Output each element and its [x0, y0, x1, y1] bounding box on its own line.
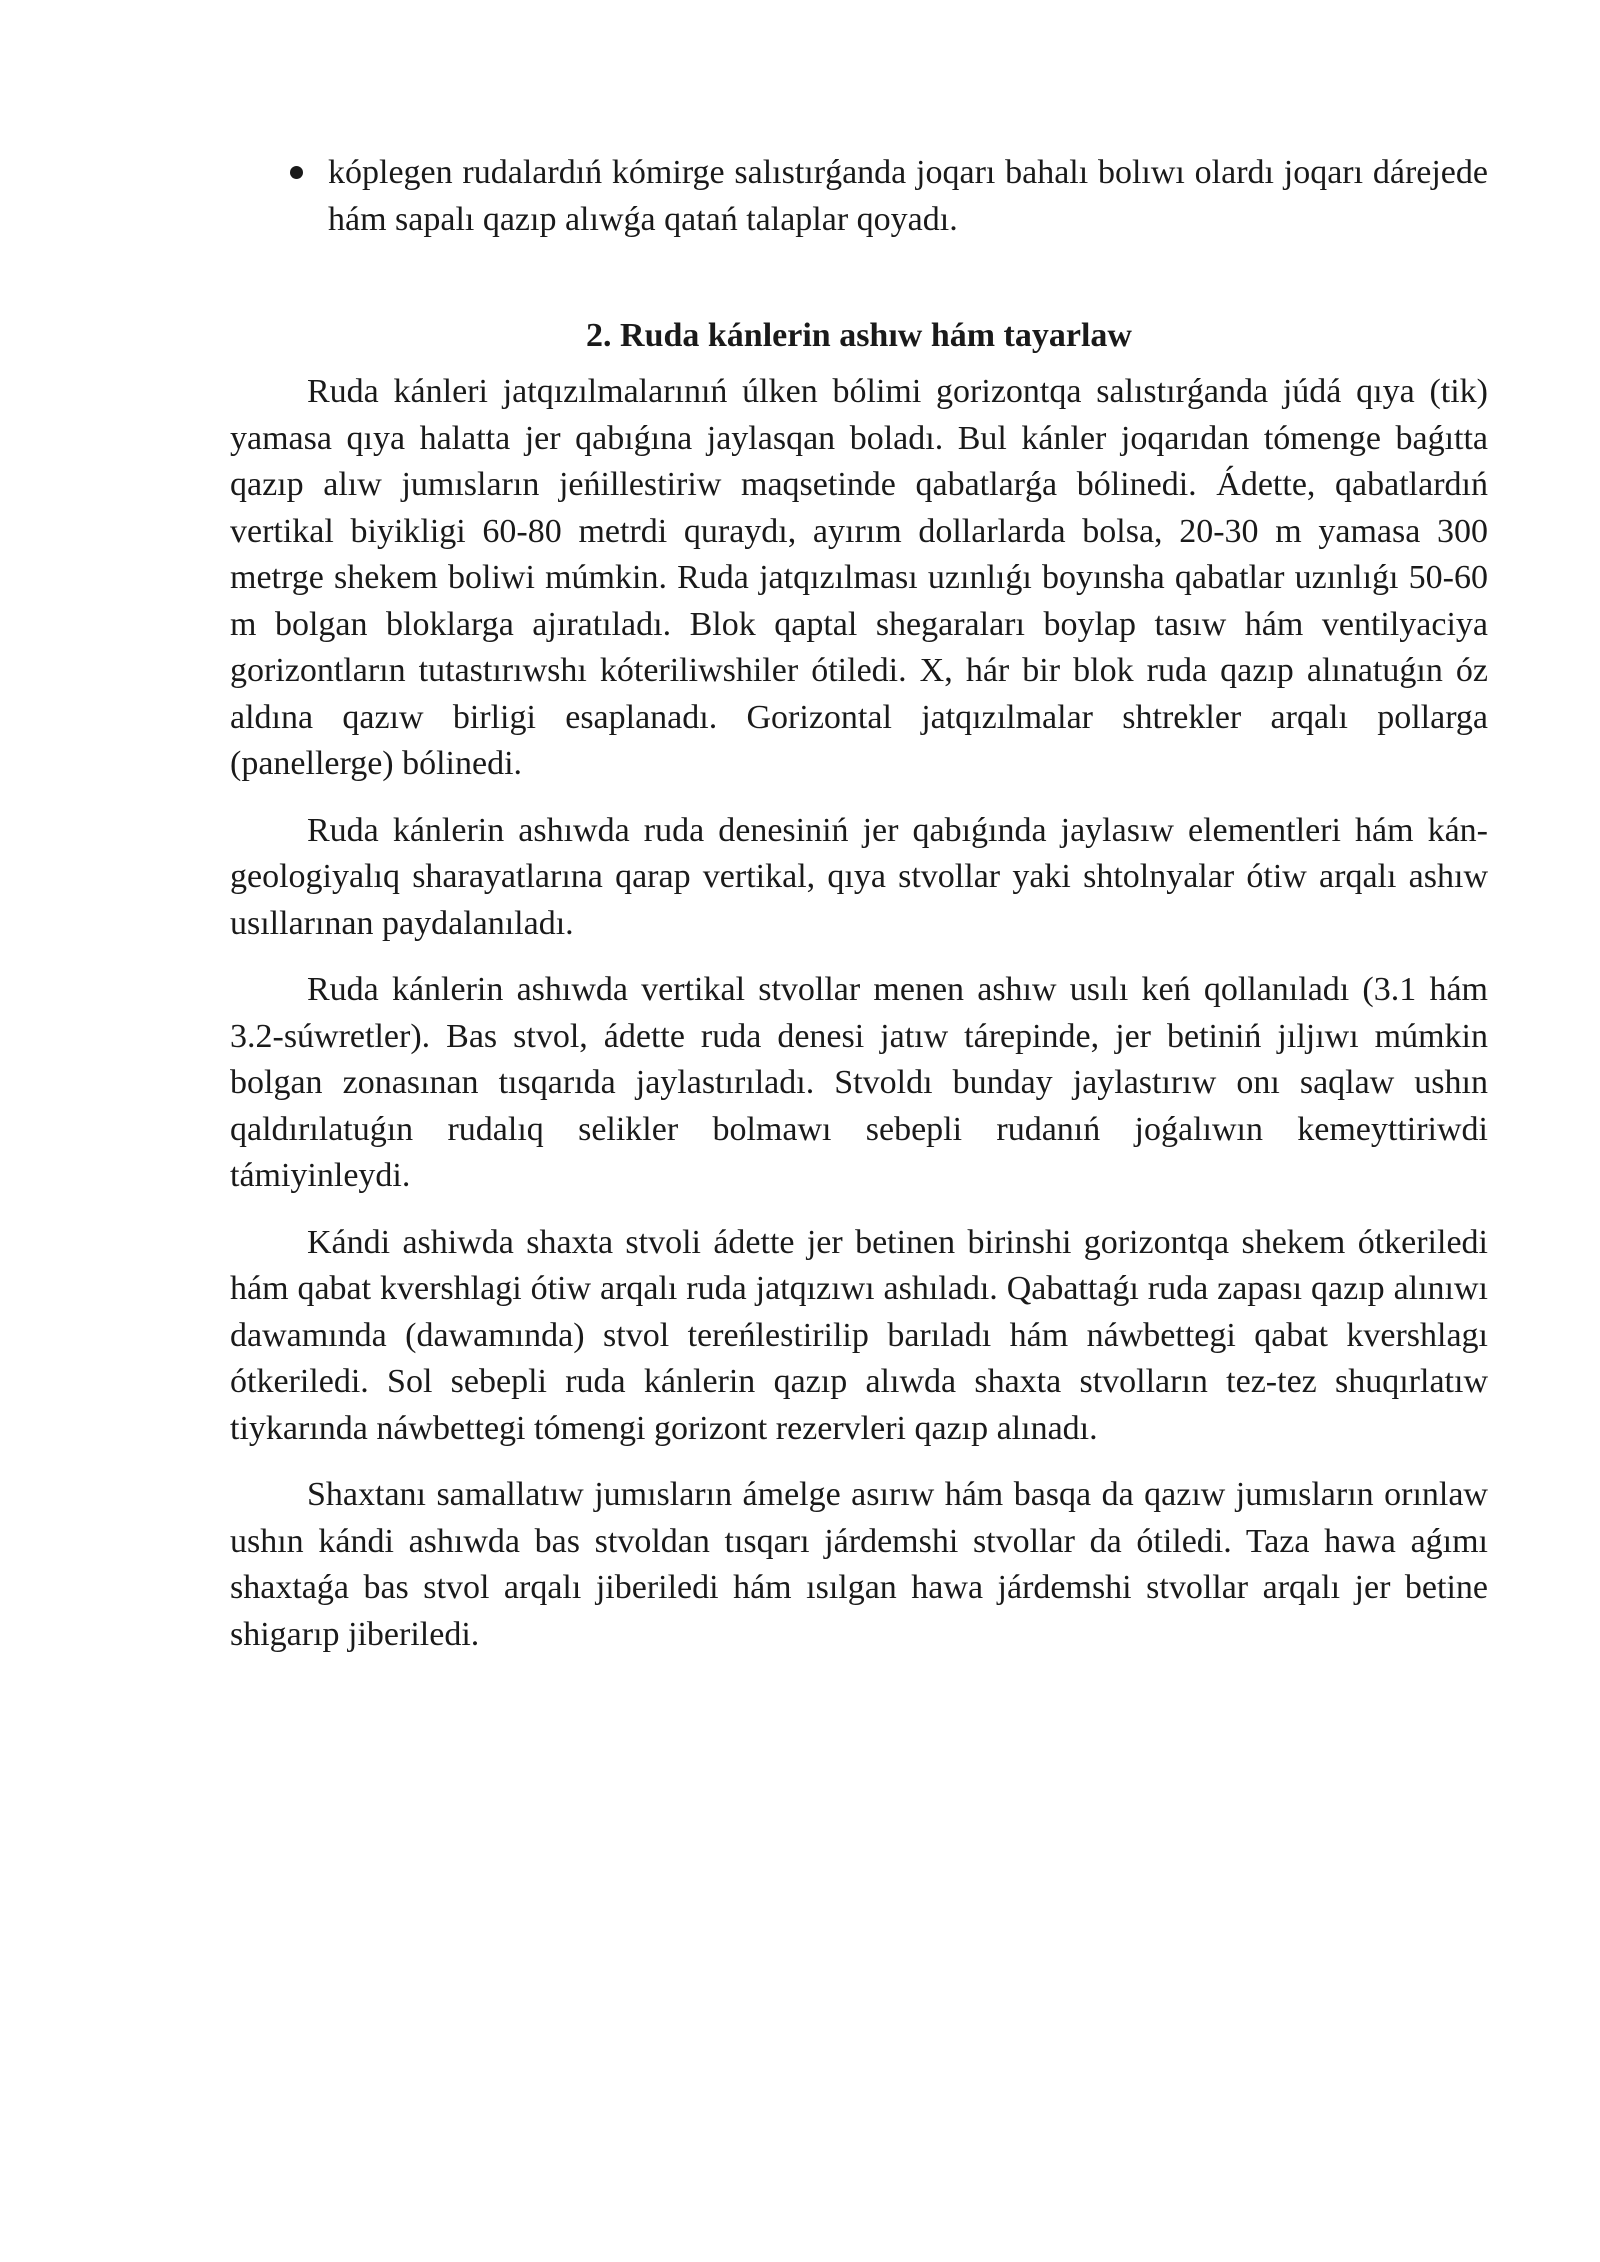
paragraph-4: Kándi ashiwda shaxta stvoli ádette jer betinen birinshi gorizontqa shekem ótkeriledi hám qabat kvershlagi ótiw arqalı ruda jatqızıwı ashıladı. Qabattaǵı ruda zapası qazıp alınıwı dawamında (dawamında) stvol tereńlestirilip barıladı hám náwbettegi qabat kvershlagı ótkeriledi. Sol sebepli ruda kánlerin qazıp alıwda shaxta stvolların tez-tez shuqırlatıw tiykarında náwbettegi tómengi gorizont rezervleri qazıp alınadı. — [230, 1223, 1488, 1447]
paragraph-3: Ruda kánlerin ashıwda vertikal stvollar menen ashıw usılı keń qollanıladı (3.1 hám 3.2-súwretler). Bas stvol, ádette ruda denesi jatıw tárepinde, jer betiniń jıljıwı múmkin bolgan zonasınan tısqarıda jaylastırıladı. Stvoldı bunday jaylastırıw onı saqlaw ushın qaldırılatuǵın rudalıq selikler bolmawı sebepli rudanıń joǵalıwın kemeyttiriwdi támiyinleydi. — [230, 971, 1488, 1194]
bullet-dot-icon — [290, 166, 303, 179]
paragraph-2: Ruda kánlerin ashıwda ruda denesiniń jer qabıǵında jaylasıw elementleri hám kán-geologiyalıq sharayatlarına qarap vertikal, qıya stvollar yaki shtolnyalar ótiw arqalı ashıw usıllarınan paydalanıladı. — [230, 811, 1488, 942]
paragraph-5: Shaxtanı samallatıw jumısların ámelge asırıw hám basqa da qazıw jumısların orınlaw ushın kándi ashıwda bas stvoldan tısqarı járdemshi stvollar da ótiledi. Taza hawa aǵımı shaxtaǵa bas stvol arqalı jiberiledi hám ısılgan hawa járdemshi stvollar arqalı jer betine shigarıp jiberiledi. — [230, 1476, 1488, 1653]
section-title: 2. Ruda kánlerin ashıw hám tayarlaw — [586, 317, 1132, 354]
bullet-item — [230, 150, 1488, 243]
paragraph-1: Ruda kánleri jatqızılmalarınıń úlken bólimi gorizontqa salıstırǵanda júdá qıya (tik) yamasa qıya halatta jer qabıǵına jaylasqan boladı. Bul kánler joqarıdan tómenge baǵıtta qazıp alıw jumısların jeńillestiriw maqsetinde qabatlarǵa bólinedi. Ádette, qabatlardıń vertikal biyikligi 60-80 metrdi quraydı, ayırım dollarlarda bolsa, 20-30 m yamasa 300 metrge shekem boliwi múmkin. Ruda jatqızılması uzınlıǵı boyınsha qabatlar uzınlıǵı 50-60 m bolgan bloklarga ajıratıladı. Blok qaptal shegaraları boylap tasıw hám ventilyaciya gorizontların tutastırıwshı kóteriliwshiler ótiledi. X, hár bir blok ruda qazıp alınatuǵın óz aldına qazıw birligi esaplanadı. Gorizontal jatqızılmalar shtrekler arqalı pollarga (panellerge) bólinedi. — [230, 373, 1488, 782]
bullet-list — [230, 150, 1488, 243]
bullet-text: kóplegen rudalardıń kómirge salıstırǵanda joqarı bahalı bolıwı olardı joqarı dárejede hám sapalı qazıp alıwǵa qatań talaplar qoyadı. — [328, 154, 1488, 238]
page-content — [230, 150, 1488, 1678]
